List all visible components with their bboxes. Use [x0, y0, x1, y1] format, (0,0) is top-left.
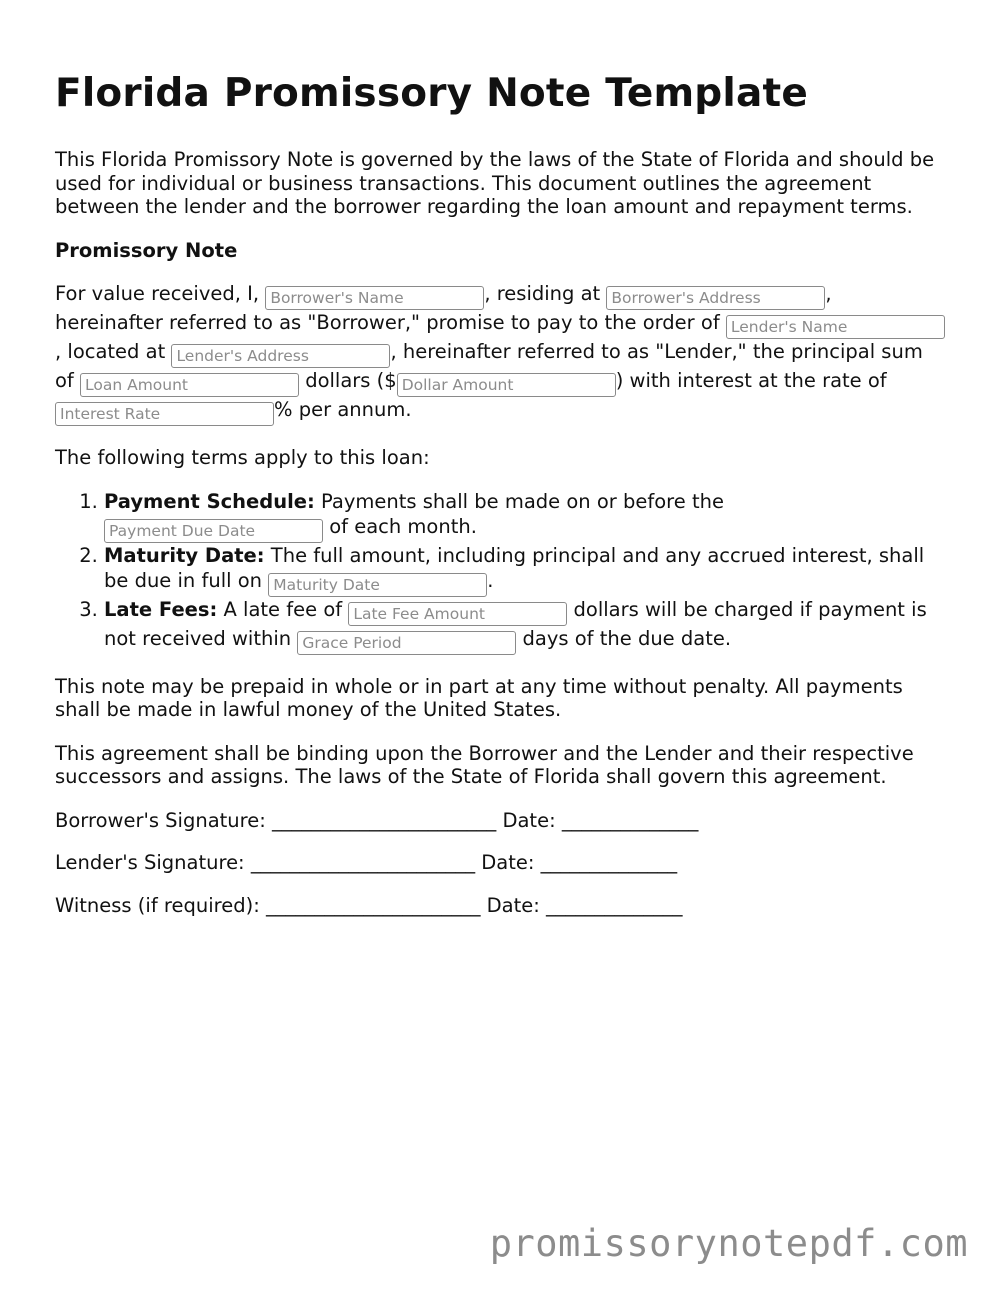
section-heading: Promissory Note [55, 238, 238, 262]
note-text: For value received, I, [55, 282, 266, 305]
term-text: A late fee of [217, 597, 349, 621]
note-text: , hereinafter referred to as "Lender," the principal sum of [55, 340, 923, 392]
intro-paragraph: This Florida Promissory Note is governed by the laws of the State of Florida and should be used for individual or business transactions. This document outlines the agreement between the lender and the borrower regarding the loan amount and repayment terms. [55, 148, 935, 218]
term-label: Maturity Date: [104, 543, 265, 567]
terms-intro: The following terms apply to this loan: [55, 446, 430, 469]
payment-due-date-input[interactable] [104, 519, 323, 543]
term-label: Payment Schedule: [104, 489, 315, 513]
document-page [55, 70, 945, 936]
lender-address-input[interactable] [171, 344, 390, 368]
terms-list [55, 489, 945, 655]
borrower-address-input[interactable] [606, 286, 825, 310]
borrower-name-input[interactable] [265, 286, 484, 310]
note-text: % per annum. [274, 398, 412, 421]
lender-signature-line: Lender's Signature: _______________________ Date: ______________ [55, 851, 678, 874]
note-text: ) with interest at the rate of [615, 369, 887, 392]
term-text: days of the due date. [516, 626, 732, 650]
lender-name-input[interactable] [726, 315, 945, 339]
term-text: The full amount, including principal and any accrued interest, shall be due in full on [104, 543, 925, 592]
term-text: of each month. [323, 514, 477, 538]
term-text: dollars will be charged if payment is not received within [104, 597, 927, 650]
witness-signature-line: Witness (if required): ______________________ Date: ______________ [55, 893, 683, 917]
term-payment-schedule [104, 489, 945, 543]
prepayment-paragraph: This note may be prepaid in whole or in part at any time without penalty. All payments shall be made in lawful money of the United States. [55, 674, 903, 721]
term-text: Payments shall be made on or before the [314, 489, 724, 513]
borrower-signature-line: Borrower's Signature: _______________________ Date: ______________ [55, 808, 699, 832]
late-fee-amount-input[interactable] [348, 602, 567, 626]
binding-paragraph: This agreement shall be binding upon the Borrower and the Lender and their respective successors and assigns. The laws of the State of Florida shall govern this agreement. [55, 741, 914, 788]
maturity-date-input[interactable] [268, 573, 487, 597]
dollar-amount-input[interactable] [397, 373, 616, 397]
term-late-fees [104, 597, 945, 655]
note-text: , hereinafter referred to as "Borrower," promise to pay to the order of [55, 282, 832, 334]
term-text: . [487, 568, 494, 592]
page-title: Florida Promissory Note Template [55, 71, 808, 116]
note-text: , residing at [484, 282, 607, 305]
grace-period-input[interactable] [297, 631, 516, 655]
note-text: , located at [55, 340, 172, 363]
term-label: Late Fees: [104, 597, 218, 621]
watermark: promissorynotepdf.com [489, 1222, 968, 1265]
loan-amount-input[interactable] [80, 373, 299, 397]
interest-rate-input[interactable] [55, 402, 274, 426]
promissory-note-paragraph [55, 281, 945, 426]
note-text: dollars ($ [299, 369, 397, 392]
term-maturity-date [104, 543, 945, 597]
